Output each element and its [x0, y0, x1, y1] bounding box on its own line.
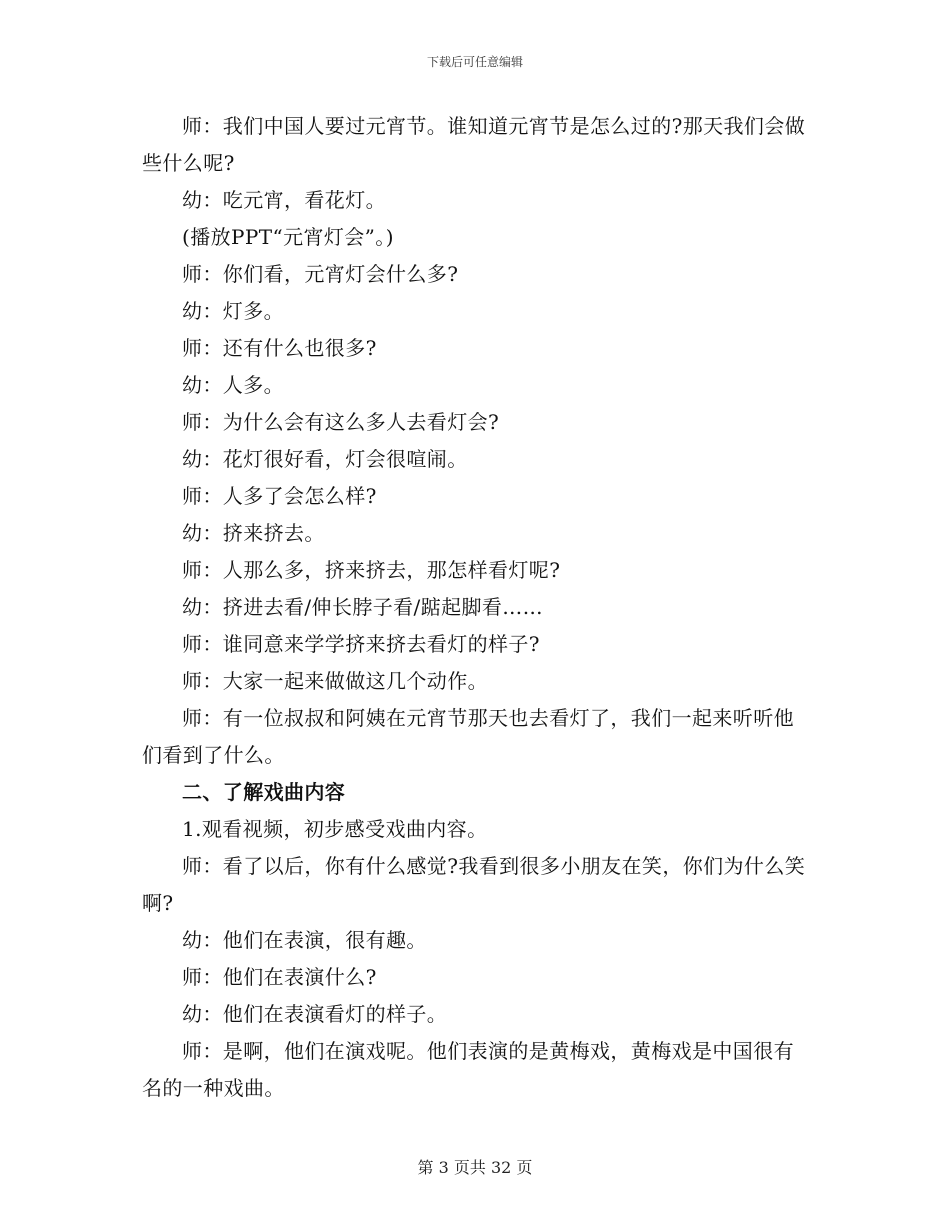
paragraph: 幼：他们在表演看灯的样子。: [182, 1002, 448, 1026]
paragraph: 幼：人多。: [182, 373, 284, 397]
paragraph: 幼：他们在表演，很有趣。: [182, 928, 427, 952]
paragraph: 师：人多了会怎么样?: [182, 484, 377, 508]
paragraph: 师：大家一起来做做这几个动作。: [182, 669, 488, 693]
paragraph: 幼：灯多。: [182, 299, 284, 323]
paragraph: 师：人那么多，挤来挤去，那怎样看灯呢?: [182, 558, 561, 582]
paragraph: 幼：吃元宵，看花灯。: [182, 188, 386, 212]
document-body: [142, 108, 810, 1107]
paragraph: 师：为什么会有这么多人去看灯会?: [182, 410, 500, 434]
paragraph: (播放PPT“元宵灯会”。): [182, 225, 394, 249]
paragraph: 幼：挤来挤去。: [182, 521, 325, 545]
paragraph: 师：谁同意来学学挤来挤去看灯的样子?: [182, 632, 540, 656]
paragraph: 师：还有什么也很多?: [182, 336, 377, 360]
paragraph: 幼：挤进去看/伸长脖子看/踮起脚看……: [182, 595, 544, 619]
paragraph: 1.观看视频，初步感受戏曲内容。: [182, 817, 488, 841]
paragraph: 师：你们看，元宵灯会什么多?: [182, 262, 459, 286]
paragraph: 师：我们中国人要过元宵节。谁知道元宵节是怎么过的?那天我们会做些什么呢?: [142, 114, 806, 175]
paragraph: 师：看了以后，你有什么感觉?我看到很多小朋友在笑，你们为什么笑啊?: [142, 854, 806, 915]
paragraph: 师：他们在表演什么?: [182, 965, 377, 989]
paragraph: 幼：花灯很好看，灯会很喧闹。: [182, 447, 468, 471]
section-heading: 二、了解戏曲内容: [182, 780, 346, 804]
page-footer: 第 3 页共 32 页: [417, 1158, 533, 1177]
page-header: 下载后可任意编辑: [426, 55, 523, 69]
paragraph: 师：有一位叔叔和阿姨在元宵节那天也去看灯了，我们一起来听听他们看到了什么。: [142, 706, 794, 767]
paragraph: 师：是啊，他们在演戏呢。他们表演的是黄梅戏，黄梅戏是中国很有名的一种戏曲。: [142, 1039, 794, 1100]
